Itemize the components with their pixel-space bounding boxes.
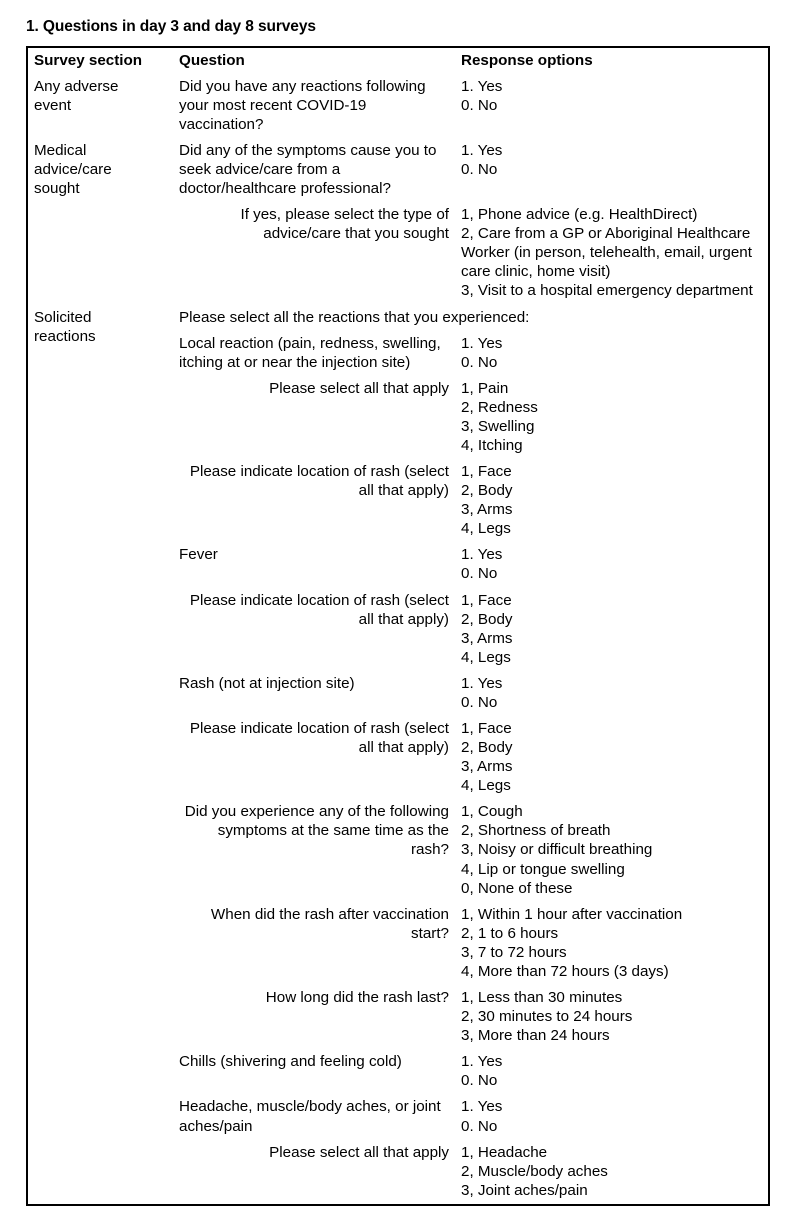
response-option: 1. Yes [461, 1098, 503, 1116]
sub-question-text: If yes, please select the type of advice/care that you sought [240, 206, 449, 243]
response-options-cell [455, 985, 769, 1049]
response-options-cell [455, 799, 769, 901]
response-option: 2, Redness [461, 398, 538, 416]
response-options-cell [455, 902, 769, 985]
response-option: 1. Yes [461, 334, 503, 352]
question-text: Headache, muscle/body aches, or joint aches/pain [179, 1098, 441, 1135]
response-option: 3, Joint aches/pain [461, 1181, 588, 1199]
response-option: 3, Swelling [461, 417, 535, 435]
response-options-cell [455, 202, 769, 304]
response-option: 2, Body [461, 610, 513, 628]
response-option: 2, 30 minutes to 24 hours [461, 1008, 633, 1026]
response-option: 0. No [461, 353, 498, 371]
sub-question-text: Please select all that apply [269, 379, 449, 397]
response-option: 1, Face [461, 720, 512, 738]
response-option: 4, Itching [461, 437, 523, 454]
response-option: 2, Care from a GP or Aboriginal Healthcare Worker (in person, telehealth, email, urgent care clinic, home visit) [461, 225, 752, 281]
table-header [27, 47, 769, 74]
response-option: 1, Pain [461, 379, 509, 397]
response-options-cell [455, 716, 769, 799]
response-option: 2, 1 to 6 hours [461, 924, 559, 942]
column-header-question: Question [179, 51, 245, 69]
column-header-response-options: Response options [461, 51, 593, 69]
sub-question-text: How long did the rash last? [265, 989, 449, 1007]
response-options-cell [455, 459, 769, 542]
response-option: 1, Within 1 hour after vaccination [461, 905, 683, 923]
response-option: 1, Cough [461, 803, 523, 821]
response-options-cell [455, 1140, 769, 1205]
sub-question-text: Please select all that apply [269, 1143, 449, 1161]
response-option: 3, Arms [461, 758, 513, 776]
response-option: 0. No [461, 1072, 498, 1090]
survey-section-name: Solicited reactions [34, 308, 96, 345]
response-option: 3, Noisy or difficult breathing [461, 841, 653, 859]
response-option: 1. Yes [461, 1053, 503, 1071]
question-text: Fever [179, 546, 218, 564]
sub-question-text: When did the rash after vaccination start? [210, 905, 449, 942]
sub-question-text: Did you experience any of the following symptoms at the same time as the rash? [184, 803, 449, 859]
question-text: Rash (not at injection site) [179, 674, 355, 692]
sub-question-text: Please indicate location of rash (select all that apply) [189, 591, 449, 628]
response-options-cell [455, 588, 769, 671]
response-option: 4, More than 72 hours (3 days) [461, 962, 669, 980]
response-option: 3, Arms [461, 501, 513, 519]
response-option: 2, Muscle/body aches [461, 1162, 608, 1180]
response-options-cell [455, 542, 769, 587]
question-text: Did any of the symptoms cause you to seek advice/care from a doctor/healthcare professional? [179, 141, 437, 198]
question-text: Did you have any reactions following your most recent COVID-19 vaccination? [179, 77, 426, 133]
response-option: 1. Yes [461, 141, 503, 159]
response-options-cell [455, 74, 769, 138]
table-row [27, 74, 769, 138]
table-header-row [27, 47, 769, 74]
response-option: 1. Yes [461, 77, 503, 95]
response-option: 3, 7 to 72 hours [461, 943, 567, 961]
response-option: 2, Shortness of breath [461, 822, 611, 840]
question-text: Chills (shivering and feeling cold) [179, 1053, 402, 1071]
response-option: 3, Arms [461, 629, 513, 647]
response-options-cell [455, 331, 769, 376]
response-option: 0. No [461, 693, 498, 711]
response-option: 4, Legs [461, 648, 511, 666]
table-row [27, 138, 769, 202]
response-option: 4, Legs [461, 777, 511, 795]
response-options-cell [455, 138, 769, 202]
table-body [27, 74, 769, 1205]
response-option: 1, Headache [461, 1143, 548, 1161]
response-option: 0. No [461, 160, 498, 178]
response-option: 0. No [461, 96, 498, 114]
question-text: Local reaction (pain, redness, swelling, itching at or near the injection site) [179, 334, 441, 371]
response-option: 1, Face [461, 591, 512, 609]
response-option: 1, Less than 30 minutes [461, 989, 623, 1007]
sub-question-text: Please indicate location of rash (select all that apply) [189, 463, 449, 500]
page-title: 1. Questions in day 3 and day 8 surveys [26, 18, 316, 35]
response-option: 1. Yes [461, 674, 503, 692]
response-options-cell [455, 1094, 769, 1139]
response-options-cell [455, 1049, 769, 1094]
response-option: 4, Lip or tongue swelling [461, 860, 625, 878]
response-options-cell [455, 376, 769, 459]
section-instruction-text: Please select all the reactions that you experienced: [179, 308, 530, 326]
response-option: 4, Legs [461, 520, 511, 538]
survey-section-name: Medical advice/care sought [34, 141, 112, 198]
survey-section-name: Any adverse event [34, 77, 119, 114]
response-option: 1, Phone advice (e.g. HealthDirect) [461, 206, 698, 224]
response-option: 3, Visit to a hospital emergency department [461, 282, 753, 300]
column-header-survey-section: Survey section [34, 51, 143, 69]
response-option: 3, More than 24 hours [461, 1027, 610, 1045]
response-option: 0, None of these [461, 879, 573, 897]
table-row [27, 305, 769, 331]
response-option: 2, Body [461, 482, 513, 500]
response-option: 1, Face [461, 463, 512, 481]
response-options-cell [455, 671, 769, 716]
sub-question-text: Please indicate location of rash (select all that apply) [189, 720, 449, 757]
response-option: 1. Yes [461, 546, 503, 564]
response-option: 0. No [461, 1117, 498, 1135]
response-option: 0. No [461, 565, 498, 583]
survey-questions-table [26, 46, 770, 1206]
response-option: 2, Body [461, 739, 513, 757]
